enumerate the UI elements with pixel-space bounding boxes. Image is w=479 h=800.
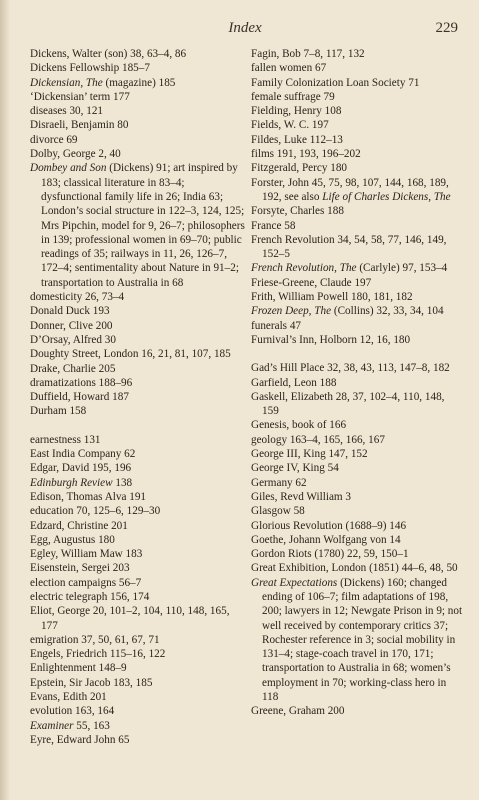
entry-text: Dickens Fellowship 185–7 <box>30 62 150 75</box>
entry-text: Forster, John 45, 75, 98, 107, 144, 168, 189, 192, see also <box>251 176 449 203</box>
entry-text: (magazine) 185 <box>102 76 176 89</box>
index-entry <box>30 376 245 390</box>
entry-text: Dolby, George 2, 40 <box>30 148 121 161</box>
entry-text: Engels, Friedrich 115–16, 122 <box>30 648 166 661</box>
index-entry <box>251 118 463 132</box>
index-entry <box>251 204 463 218</box>
entry-text: dramatizations 188–96 <box>30 376 133 389</box>
entry-text: Fielding, Henry 108 <box>251 105 342 118</box>
entry-text: Friese-Greene, Claude 197 <box>251 276 372 289</box>
entry-text: 55, 163 <box>73 719 110 732</box>
index-entry <box>251 76 463 90</box>
entry-text: Germany 62 <box>251 476 307 489</box>
index-column-left <box>30 47 245 747</box>
index-entry <box>251 290 463 304</box>
entry-text: education 70, 125–6, 129–30 <box>30 505 161 518</box>
index-entry <box>30 633 245 647</box>
entry-text: Gordon Riots (1780) 22, 59, 150–1 <box>251 548 409 561</box>
index-entry <box>251 361 463 375</box>
index-entry <box>30 576 245 590</box>
entry-text: George III, King 147, 152 <box>251 448 368 461</box>
entry-text: Giles, Revd William 3 <box>251 490 352 503</box>
entry-text: Epstein, Sir Jacob 183, 185 <box>30 676 153 689</box>
entry-text: Fields, W. C. 197 <box>251 119 329 132</box>
entry-text: Glorious Revolution (1688–9) 146 <box>251 519 407 532</box>
index-entry <box>251 304 463 318</box>
index-entry <box>251 47 463 61</box>
index-entry <box>251 61 463 75</box>
entry-text: emigration 37, 50, 61, 67, 71 <box>30 633 160 646</box>
italic-title: Dickensian, The <box>30 76 103 89</box>
entry-text: divorce 69 <box>30 133 78 146</box>
index-entry <box>251 547 463 561</box>
entry-text: Enlightenment 148–9 <box>30 662 127 675</box>
italic-title: Edinburgh Review <box>30 476 113 489</box>
index-entry <box>251 147 463 161</box>
index-entry <box>30 733 245 747</box>
index-entry <box>30 76 245 90</box>
entry-text: geology 163–4, 165, 166, 167 <box>251 433 385 446</box>
index-entry <box>30 547 245 561</box>
entry-text: Edison, Thomas Alva 191 <box>30 490 147 503</box>
entry-text: Duffield, Howard 187 <box>30 391 129 404</box>
index-entry <box>251 519 463 533</box>
entry-text: Eliot, George 20, 101–2, 104, 110, 148, 165, 177 <box>30 605 230 632</box>
entry-text: Goethe, Johann Wolfgang von 14 <box>251 533 401 546</box>
index-entry <box>30 333 245 347</box>
entry-text: Eisenstein, Sergei 203 <box>30 562 130 575</box>
index-entry <box>30 519 245 533</box>
letter-group-gap <box>251 347 463 361</box>
entry-text: Glasgow 58 <box>251 505 305 518</box>
entry-text: Furnival’s Inn, Holborn 12, 16, 180 <box>251 333 411 346</box>
entry-text: Frith, William Powell 180, 181, 182 <box>251 291 413 304</box>
index-entry <box>251 504 463 518</box>
page-number: 229 <box>435 20 458 36</box>
entry-text: Great Exhibition, London (1851) 44–6, 48, 50 <box>251 562 458 575</box>
italic-title: French Revolution, The <box>251 262 357 275</box>
index-entry <box>30 104 245 118</box>
index-entry <box>251 561 463 575</box>
index-entry <box>251 418 463 432</box>
index-entry <box>251 476 463 490</box>
entry-text: Fildes, Luke 112–13 <box>251 133 343 146</box>
entry-text: fallen women 67 <box>251 62 327 75</box>
entry-text: Doughty Street, London 16, 21, 81, 107, 185 <box>30 348 231 361</box>
entry-text: Eyre, Edward John 65 <box>30 733 130 746</box>
entry-text: domesticity 26, 73–4 <box>30 291 125 304</box>
entry-text: Egg, Augustus 180 <box>30 533 115 546</box>
entry-text: female suffrage 79 <box>251 90 335 103</box>
entry-text: Genesis, book of 166 <box>251 419 347 432</box>
running-header <box>30 20 460 42</box>
index-entry <box>30 47 245 61</box>
index-entry <box>30 647 245 661</box>
index-entry <box>30 561 245 575</box>
index-entry <box>30 661 245 675</box>
entry-text: evolution 163, 164 <box>30 705 115 718</box>
index-entry <box>30 347 245 361</box>
index-entry <box>30 604 245 633</box>
index-entry <box>30 319 245 333</box>
index-entry <box>251 176 463 205</box>
index-entry <box>251 433 463 447</box>
entry-text: Donner, Clive 200 <box>30 319 113 332</box>
entry-text: Drake, Charlie 205 <box>30 362 116 375</box>
index-entry <box>30 290 245 304</box>
index-entry <box>251 533 463 547</box>
index-entry <box>251 390 463 419</box>
index-entry <box>30 590 245 604</box>
entry-text: 138 <box>112 476 133 489</box>
entry-text: Fitzgerald, Percy 180 <box>251 162 348 175</box>
index-entry <box>251 276 463 290</box>
italic-title: Great Expectations <box>251 576 338 589</box>
entry-text: earnestness 131 <box>30 433 101 446</box>
index-entry <box>30 90 245 104</box>
italic-title: Frozen Deep, The <box>251 305 332 318</box>
index-entry <box>30 476 245 490</box>
index-entry <box>251 261 463 275</box>
index-entry <box>251 576 463 705</box>
italic-title: Dombey and Son <box>30 162 107 175</box>
index-column-right <box>251 47 463 719</box>
entry-text: Family Colonization Loan Society 71 <box>251 76 420 89</box>
entry-text: Greene, Graham 200 <box>251 705 345 718</box>
index-entry <box>30 133 245 147</box>
index-entry <box>30 461 245 475</box>
index-entry <box>251 319 463 333</box>
entry-text: diseases 30, 121 <box>30 105 104 118</box>
index-entry <box>30 161 245 290</box>
index-entry <box>251 233 463 262</box>
entry-text: Durham 158 <box>30 405 87 418</box>
index-entry <box>30 61 245 75</box>
entry-text: Donald Duck 193 <box>30 305 110 318</box>
entry-text: electric telegraph 156, 174 <box>30 590 150 603</box>
index-entry <box>251 161 463 175</box>
index-entry <box>251 90 463 104</box>
index-entry <box>251 490 463 504</box>
index-entry <box>30 404 245 418</box>
index-entry <box>30 362 245 376</box>
entry-text: D’Orsay, Alfred 30 <box>30 333 116 346</box>
index-entry <box>251 133 463 147</box>
italic-title: Life of Charles Dickens, The <box>322 190 451 203</box>
entry-text: Edgar, David 195, 196 <box>30 462 132 475</box>
entry-text: George IV, King 54 <box>251 462 339 475</box>
entry-text: (Dickens) 160; changed ending of 106–7; film adaptations of 198, 200; lawyers in 12; Newgate Prison in 9; not well received by contemporary critics 37; Rochester reference in 3; social mobility in 131–4; stage-coach travel in 170, 171; transportation to Australia in 68; women’s employment in 70; working-class hero in 118 <box>262 576 463 704</box>
italic-title: Examiner <box>30 719 74 732</box>
entry-text: Gad’s Hill Place 32, 38, 43, 113, 147–8, 182 <box>251 362 450 375</box>
entry-text: Edzard, Christine 201 <box>30 519 128 532</box>
entry-text: election campaigns 56–7 <box>30 576 142 589</box>
entry-text: French Revolution 34, 54, 58, 77, 146, 149, 152–5 <box>251 233 447 261</box>
entry-text: France 58 <box>251 219 296 232</box>
index-entry <box>30 690 245 704</box>
index-entry <box>30 118 245 132</box>
index-entry <box>251 376 463 390</box>
entry-text: Evans, Edith 201 <box>30 691 107 704</box>
index-entry <box>30 390 245 404</box>
index-entry <box>251 704 463 718</box>
index-entry <box>251 447 463 461</box>
entry-text: Gaskell, Elizabeth 28, 37, 102–4, 110, 148, 159 <box>251 390 445 418</box>
index-entry <box>251 461 463 475</box>
index-entry <box>251 104 463 118</box>
entry-text: funerals 47 <box>251 319 302 332</box>
page-title: Index <box>228 20 262 36</box>
entry-text: East India Company 62 <box>30 448 136 461</box>
index-entry <box>30 719 245 733</box>
index-entry <box>30 447 245 461</box>
index-entry <box>30 433 245 447</box>
entry-text: Fagin, Bob 7–8, 117, 132 <box>251 48 365 60</box>
entry-text: ‘Dickensian’ term 177 <box>30 90 130 103</box>
entry-text: Garfield, Leon 188 <box>251 376 337 389</box>
entry-text: films 191, 193, 196–202 <box>251 148 361 161</box>
letter-group-gap <box>30 419 245 433</box>
entry-text: (Collins) 32, 33, 34, 104 <box>331 305 444 318</box>
index-entry <box>251 333 463 347</box>
entry-text: (Carlyle) 97, 153–4 <box>356 262 448 275</box>
index-entry <box>30 504 245 518</box>
index-entry <box>30 147 245 161</box>
index-entry <box>30 704 245 718</box>
entry-text: Egley, William Maw 183 <box>30 548 143 561</box>
entry-text: Disraeli, Benjamin 80 <box>30 119 129 132</box>
index-entry <box>30 304 245 318</box>
index-entry <box>251 219 463 233</box>
index-entry <box>30 533 245 547</box>
index-entry <box>30 490 245 504</box>
entry-text: Dickens, Walter (son) 38, 63–4, 86 <box>30 48 187 60</box>
index-entry <box>30 676 245 690</box>
entry-text: Forsyte, Charles 188 <box>251 205 344 218</box>
entry-text: (Dickens) 91; art inspired by 183; classical literature in 83–4; dysfunctional family life in 26; India 63; London’s social structure in 122–3, 124, 125; Mrs Pipchin, model for 9, 26–7; philosophers in 139; professional women in 69–70; public readings of 35; railways in 11, 26, 126–7, 172–4; sentimentality about Nature in 91–2; transportation to Australia in 68 <box>41 162 245 289</box>
